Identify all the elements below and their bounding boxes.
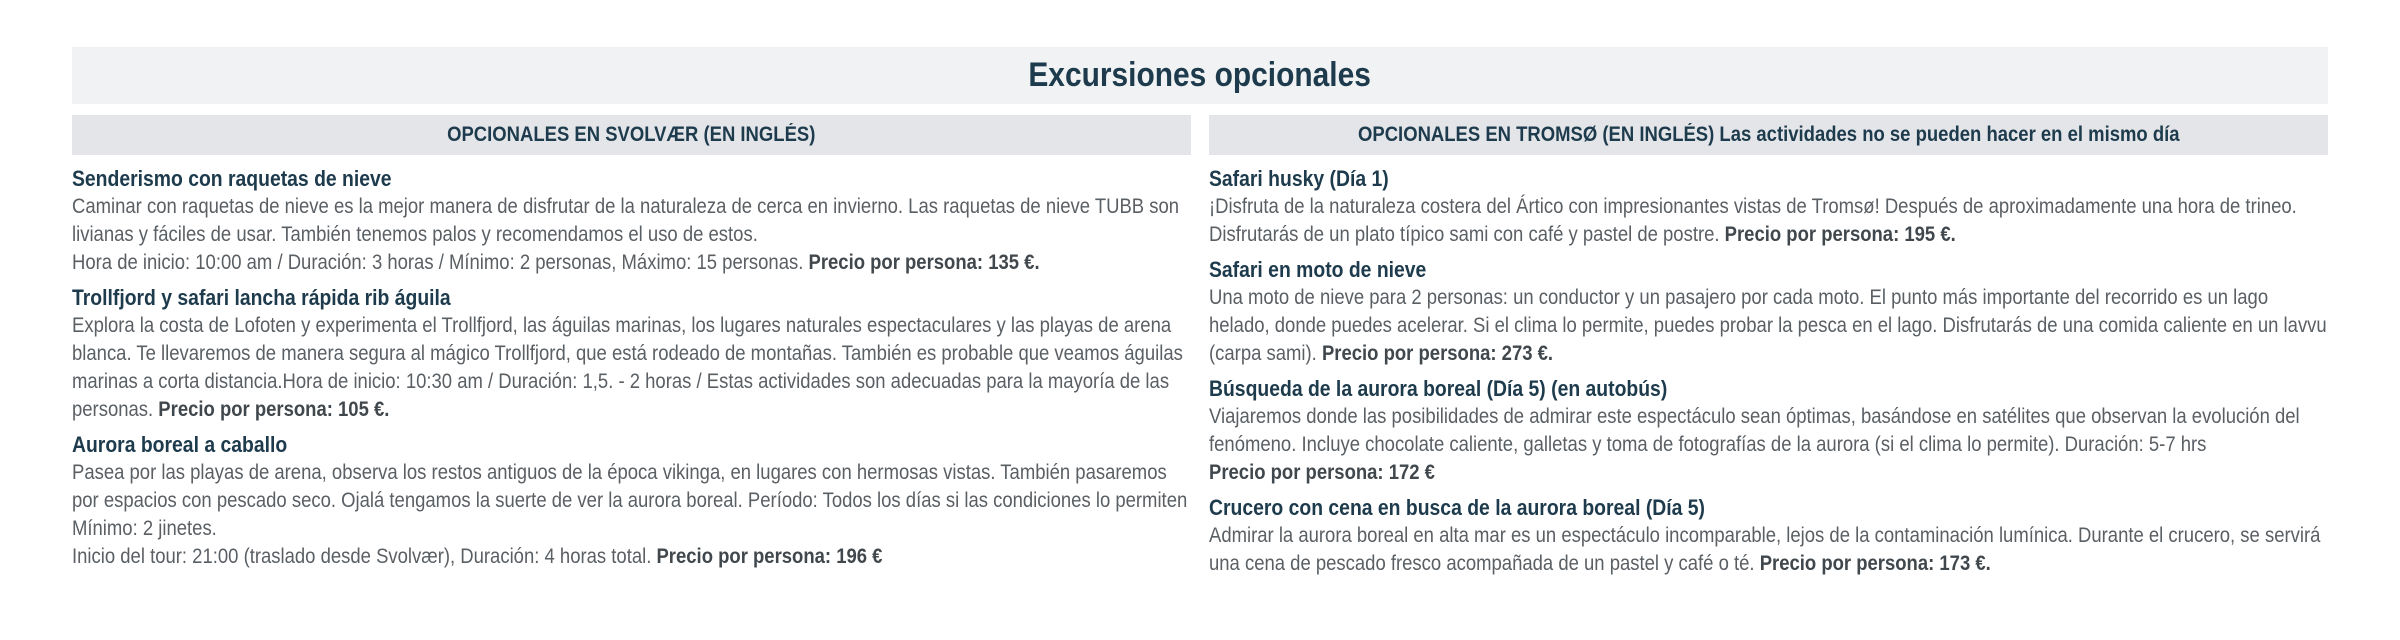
title-banner xyxy=(72,47,2328,104)
excursion-item xyxy=(1209,494,2328,578)
description-text: Una moto de nieve para 2 personas: un conductor y un pasajero por cada moto. El punto más importante del recorrido es un lago helado, donde puedes acelerar. Si el clima lo permite, puedes probar la pesca en el lago. Disfrutarás de una comida caliente en un lavvu (carpa sami). xyxy=(1209,286,2327,365)
page-title: Excursiones opcionales xyxy=(1028,56,1372,94)
section-header-tromso-label: OPCIONALES EN TROMSØ (EN INGLÉS) Las actividades no se pueden hacer en el mismo día xyxy=(1357,123,2180,146)
excursion-description xyxy=(1209,284,2328,368)
excursion-item xyxy=(72,165,1191,277)
description-text: Hora de inicio: 10:00 am / Duración: 3 horas / Mínimo: 2 personas, Máximo: 15 personas. xyxy=(72,251,804,274)
description-text: Viajaremos donde las posibilidades de admirar este espectáculo sean óptimas, basándose en satélites que observan la evolución del fenómeno. Incluye chocolate caliente, galletas y toma de fotografías de la aurora (si el clima lo permite). Duración: 5-7 hrs xyxy=(1209,405,2300,456)
excursion-title: Búsqueda de la aurora boreal (Día 5) (en autobús) xyxy=(1209,376,1668,401)
excursion-description xyxy=(1209,459,2328,487)
section-header-svolvaer xyxy=(72,115,1191,155)
excursion-item xyxy=(1209,165,2328,249)
price: Precio por persona: 172 € xyxy=(1209,461,1435,484)
excursion-title: Safari en moto de nieve xyxy=(1209,257,1427,282)
excursion-item xyxy=(1209,375,2328,487)
excursion-title: Crucero con cena en busca de la aurora boreal (Día 5) xyxy=(1209,495,1706,520)
price: Precio por persona: 135 €. xyxy=(808,251,1040,274)
price: Precio por persona: 105 €. xyxy=(158,398,390,421)
excursion-description xyxy=(72,543,1191,571)
tromso-excursions xyxy=(1209,165,2328,585)
section-header-svolvaer-label: OPCIONALES EN SVOLVÆR (EN INGLÉS) xyxy=(447,123,816,146)
description-text: Inicio del tour: 21:00 (traslado desde Svolvær), Duración: 4 horas total. xyxy=(72,545,652,568)
excursion-title: Aurora boreal a caballo xyxy=(72,432,288,457)
excursion-description xyxy=(1209,403,2328,459)
description-text: ¡Disfruta de la naturaleza costera del Ártico con impresionantes vistas de Tromsø! Después de aproximadamente una hora de trineo. Disfrutarás de un plato típico sami con café y pastel de postre. xyxy=(1209,195,2297,246)
excursion-description xyxy=(72,249,1191,277)
section-header-tromso xyxy=(1209,115,2328,155)
excursion-description xyxy=(1209,193,2328,249)
excursion-title: Trollfjord y safari lancha rápida rib águila xyxy=(72,285,451,310)
excursion-description xyxy=(72,312,1191,424)
price: Precio por persona: 195 €. xyxy=(1724,223,1956,246)
description-text: Explora la costa de Lofoten y experimenta el Trollfjord, las águilas marinas, los lugares naturales espectaculares y las playas de arena blanca. Te llevaremos de manera segura al mágico Trollfjord, que está rodeado de montañas. También es probable que veamos águilas marinas a corta distancia.Hora de inicio: 10:30 am / Duración: 1,5. - 2 horas / Estas actividades son adecuadas para la mayoría de las personas. xyxy=(72,314,1183,421)
description-text: Pasea por las playas de arena, observa los restos antiguos de la época vikinga, en lugares con hermosas vistas. También pasaremos por espacios con pescado seco. Ojalá tengamos la suerte de ver la aurora boreal. Período: Todos los días si las condiciones lo permiten Mínimo: 2 jinetes. xyxy=(72,461,1188,540)
price: Precio por persona: 196 € xyxy=(656,545,883,568)
excursion-description xyxy=(72,459,1191,543)
description-text: Caminar con raquetas de nieve es la mejor manera de disfrutar de la naturaleza de cerca en invierno. Las raquetas de nieve TUBB son livianas y fáciles de usar. También tenemos palos y recomendamos el uso de estos. xyxy=(72,195,1180,246)
excursion-item xyxy=(72,431,1191,571)
excursion-title: Senderismo con raquetas de nieve xyxy=(72,166,392,191)
excursion-title: Safari husky (Día 1) xyxy=(1209,166,1389,191)
svolvaer-excursions xyxy=(72,165,1191,578)
description-text: Admirar la aurora boreal en alta mar es un espectáculo incomparable, lejos de la contaminación lumínica. Durante el crucero, se servirá una cena de pescado fresco acompañada de un pastel y café o té. xyxy=(1209,524,2321,575)
price: Precio por persona: 173 €. xyxy=(1759,552,1991,575)
excursion-item xyxy=(72,284,1191,424)
price: Precio por persona: 273 €. xyxy=(1321,342,1554,365)
excursion-item xyxy=(1209,256,2328,368)
excursion-description xyxy=(72,193,1191,249)
excursion-description xyxy=(1209,522,2328,578)
